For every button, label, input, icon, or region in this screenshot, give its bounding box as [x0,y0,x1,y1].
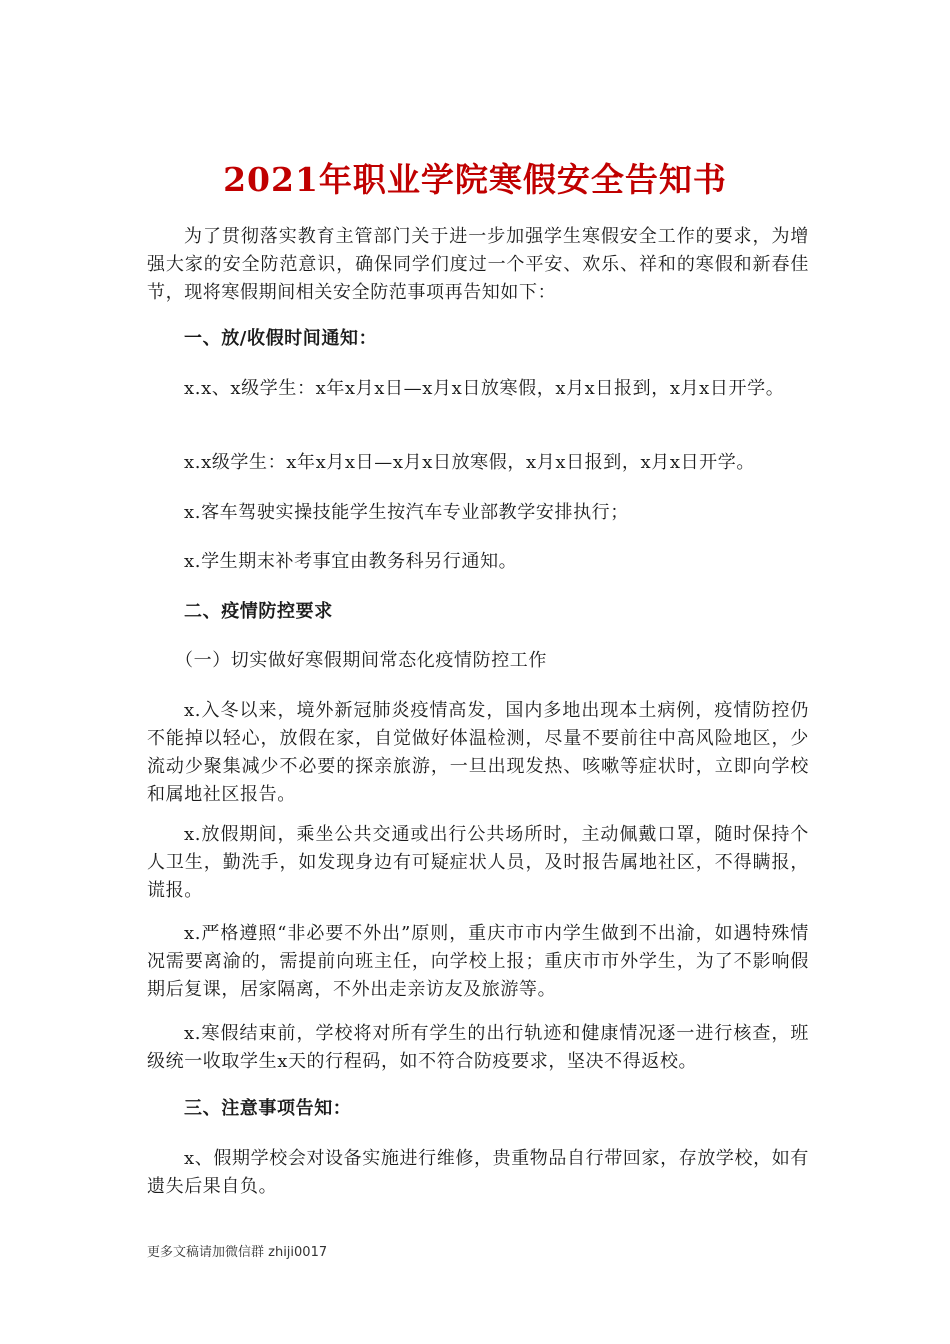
intro-paragraph: 为了贯彻落实教育主管部门关于进一步加强学生寒假安全工作的要求，为增强大家的安全防范意识，确保同学们度过一个平安、欢乐、祥和的寒假和新春佳节，现将寒假期间相关安全防范事项再告知如下： [147,226,809,303]
document-title: 2021年职业学院寒假安全告知书 [223,160,727,199]
section2-item-2: x.放假期间，乘坐公共交通或出行公共场所时，主动佩戴口罩，随时保持个人卫生，勤洗手，如发现身边有可疑症状人员，及时报告属地社区，不得瞒报，谎报。 [147,824,809,901]
section2-heading: 二、疫情防控要求 [184,601,333,622]
section2-subheading: （一）切实做好寒假期间常态化疫情防控工作 [175,650,547,671]
section1-item-1: x.x、x级学生：x年x月x日—x月x日放寒假，x月x日报到，x月x日开学。 [184,378,785,399]
section1-item-2: x.x级学生：x年x月x日—x月x日放寒假，x月x日报到，x月x日开学。 [184,452,755,473]
section1-item-3: x.客车驾驶实操技能学生按汽车专业部教学安排执行； [184,502,629,523]
section2-item-3: x.严格遵照“非必要不外出”原则，重庆市市内学生做到不出渝，如遇特殊情况需要离渝的，需提前向班主任，向学校上报；重庆市市外学生，为了不影响假期后复课，居家隔离，不外出走亲访友及旅游等。 [147,923,809,1000]
section2-item-4: x.寒假结束前，学校将对所有学生的出行轨迹和健康情况逐一进行核查，班级统一收取学生x天的行程码，如不符合防疫要求，坚决不得返校。 [147,1023,809,1072]
section1-heading: 一、放/收假时间通知： [184,328,378,349]
section2-item-1: x.入冬以来，境外新冠肺炎疫情高发，国内多地出现本土病例，疫情防控仍不能掉以轻心，放假在家，自觉做好体温检测，尽量不要前往中高风险地区，少流动少聚集减少不必要的探亲旅游，一旦出现发热、咳嗽等症状时，立即向学校和属地社区报告。 [147,700,809,805]
section3-item-1: x、假期学校会对设备实施进行维修，贵重物品自行带回家，存放学校，如有遗失后果自负。 [147,1148,809,1197]
section3-heading: 三、注意事项告知： [184,1098,352,1119]
section1-item-4: x.学生期末补考事宜由教务科另行通知。 [184,551,518,572]
footer-note: 更多文稿请加微信群 zhiji0017 [147,1245,328,1260]
